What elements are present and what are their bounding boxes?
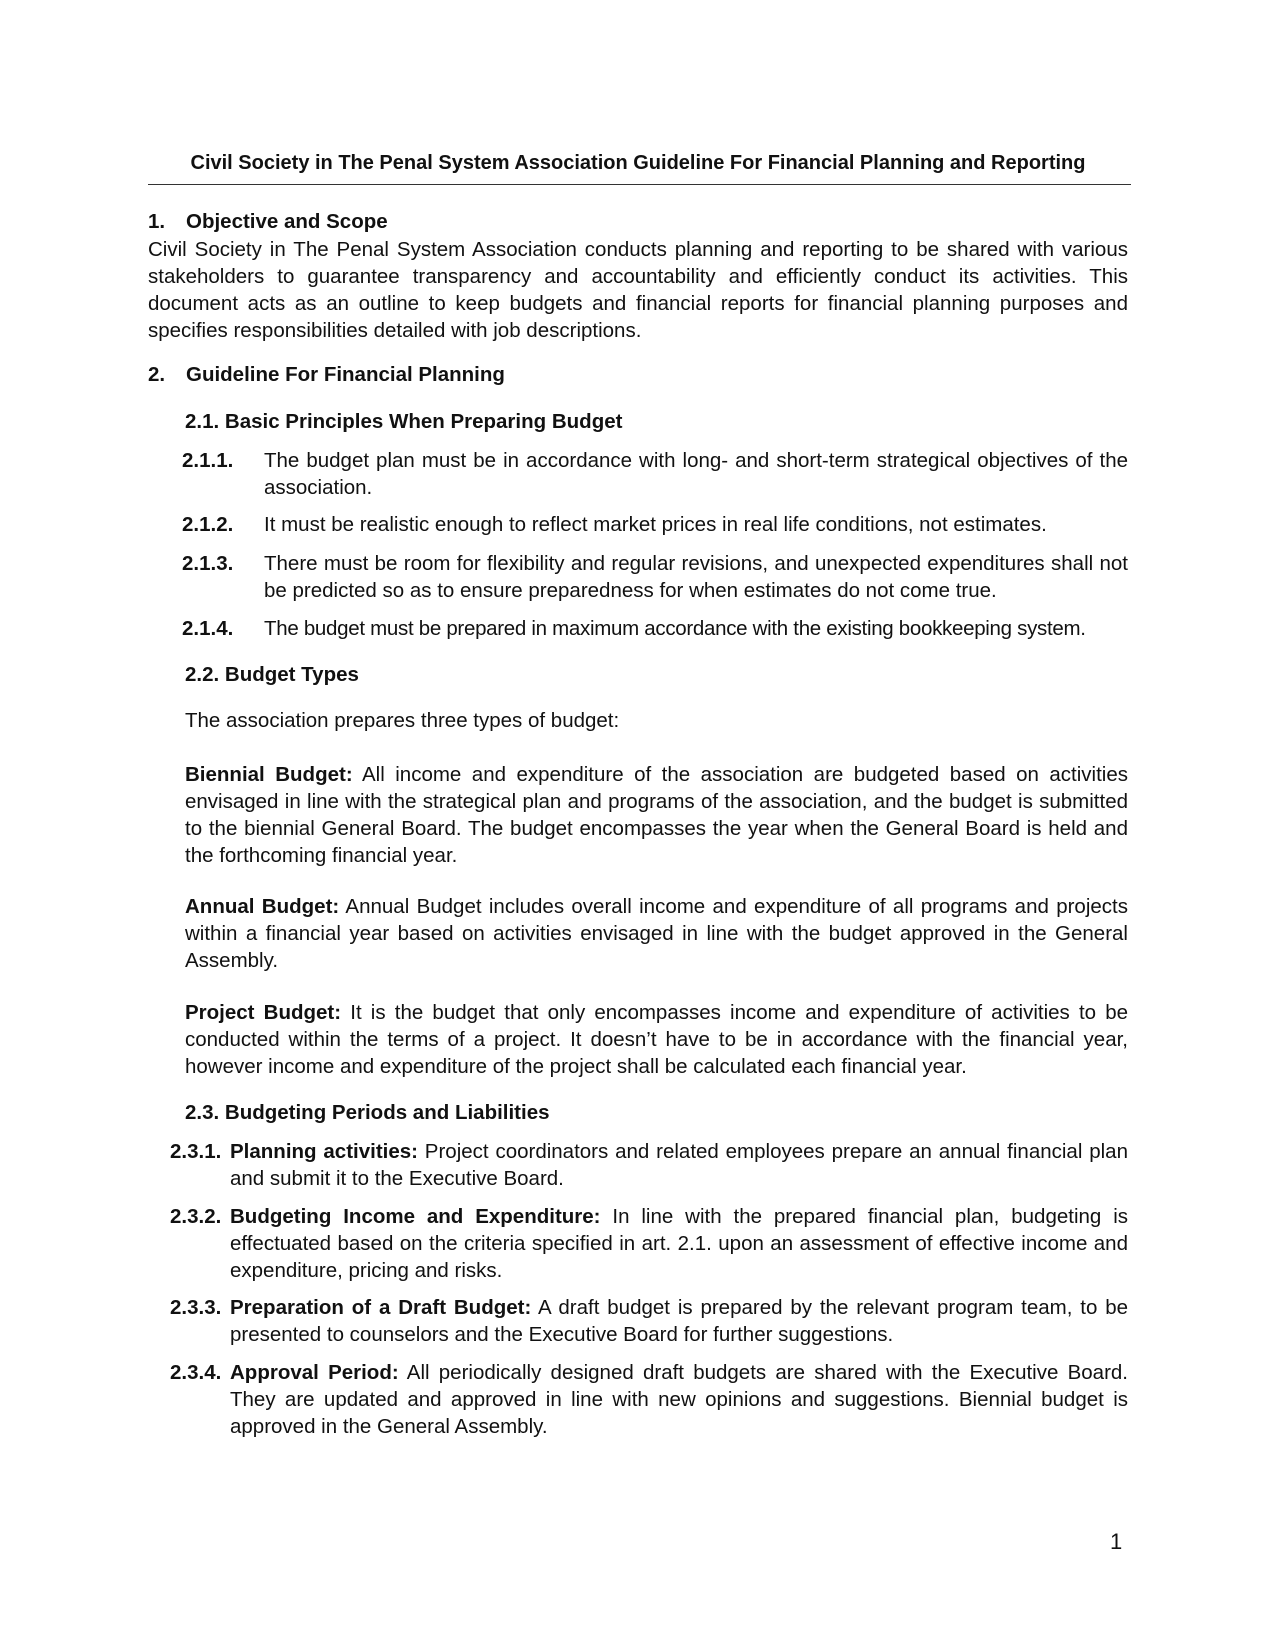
item-2-3-1-label: Planning activities:	[230, 1140, 418, 1163]
budget-type-biennial-text: All income and expenditure of the association are budgeted based on activities envisaged in line with the strategical plan and programs of the association, and the budget is submitted to the biennial General Board. The budget encompasses the year when the General Board is held and the forthcoming financial year.	[185, 763, 1128, 867]
budget-type-project-text: It is the budget that only encompasses income and expenditure of activities to be conducted within the terms of a project. It doesn’t have to be in accordance with the financial year, however income and expenditure of the project shall be calculated each financial year.	[185, 1001, 1128, 1078]
item-2-3-2	[170, 1203, 1128, 1284]
item-2-3-2-label: Budgeting Income and Expenditure:	[230, 1205, 601, 1228]
item-2-1-1	[182, 447, 1128, 501]
item-2-1-3	[182, 550, 1128, 604]
budget-type-annual-text: Annual Budget includes overall income and expenditure of all programs and projects within a financial year based on activities envisaged in line with the budget approved in the General Assembly.	[185, 895, 1128, 972]
item-2-1-3-number: 2.1.3.	[182, 552, 234, 575]
section-2-title: Guideline For Financial Planning	[186, 363, 505, 386]
item-2-3-4-text: All periodically designed draft budgets are shared with the Executive Board. They are updated and approved in line with new opinions and suggestions. Biennial budget is approved in the General Assembly.	[230, 1361, 1128, 1438]
item-2-3-2-number: 2.3.2.	[170, 1205, 222, 1228]
section-2-number: 2.	[148, 363, 166, 386]
section-1-title: Objective and Scope	[186, 210, 388, 233]
page-number: 1	[1110, 1529, 1123, 1554]
section-1-number: 1.	[148, 210, 166, 233]
item-2-1-3-text: There must be room for flexibility and regular revisions, and unexpected expenditures shall not be predicted so as to ensure preparedness for when estimates do not come true.	[264, 552, 1128, 602]
title-divider	[148, 184, 1131, 185]
item-2-1-2-text: It must be realistic enough to reflect market prices in real life conditions, not estimates.	[264, 513, 1047, 536]
item-2-1-2-number: 2.1.2.	[182, 513, 234, 536]
item-2-3-3-label: Preparation of a Draft Budget:	[230, 1296, 532, 1319]
item-2-3-1	[170, 1138, 1128, 1192]
item-2-3-3-text: A draft budget is prepared by the relevant program team, to be presented to counselors and the Executive Board for further suggestions.	[230, 1296, 1128, 1346]
item-2-1-2	[182, 511, 1128, 538]
budget-type-annual	[185, 893, 1128, 974]
section-1-heading	[148, 208, 1128, 235]
budget-type-biennial	[185, 761, 1128, 869]
subsection-2-1-heading: 2.1. Basic Principles When Preparing Budget	[185, 410, 623, 433]
item-2-1-4-number: 2.1.4.	[182, 617, 234, 640]
item-2-1-4	[182, 615, 1128, 642]
item-2-1-1-number: 2.1.1.	[182, 449, 234, 472]
budget-type-annual-label: Annual Budget:	[185, 895, 340, 918]
section-1-body: Civil Society in The Penal System Association conducts planning and reporting to be shared with various stakeholders to guarantee transparency and accountability and efficiently conduct its activities. This document acts as an outline to keep budgets and financial reports for financial planning purposes and specifies responsibilities detailed with job descriptions.	[148, 238, 1128, 342]
item-2-3-4-number: 2.3.4.	[170, 1361, 222, 1384]
section-2-heading	[148, 361, 1128, 388]
item-2-1-4-text: The budget must be prepared in maximum accordance with the existing bookkeeping system.	[264, 617, 1086, 640]
budget-type-project	[185, 999, 1128, 1080]
document-title: Civil Society in The Penal System Association Guideline For Financial Planning and Reporting	[190, 152, 1086, 174]
item-2-3-2-text: In line with the prepared financial plan, budgeting is effectuated based on the criteria specified in art. 2.1. upon an assessment of effective income and expenditure, pricing and risks.	[230, 1205, 1128, 1282]
budget-type-project-label: Project Budget:	[185, 1001, 342, 1024]
item-2-3-1-text: Project coordinators and related employees prepare an annual financial plan and submit it to the Executive Board.	[230, 1140, 1128, 1190]
subsection-2-2-heading: 2.2. Budget Types	[185, 663, 359, 686]
budget-type-biennial-label: Biennial Budget:	[185, 763, 353, 786]
subsection-2-3-heading: 2.3. Budgeting Periods and Liabilities	[185, 1101, 550, 1124]
item-2-3-4-label: Approval Period:	[230, 1361, 399, 1384]
item-2-3-1-number: 2.3.1.	[170, 1140, 222, 1163]
item-2-3-4	[170, 1359, 1128, 1440]
item-2-3-3-number: 2.3.3.	[170, 1296, 222, 1319]
budget-types-intro: The association prepares three types of budget:	[185, 709, 620, 732]
item-2-1-1-text: The budget plan must be in accordance with long- and short-term strategical objectives of the association.	[264, 449, 1128, 499]
item-2-3-3	[170, 1294, 1128, 1348]
